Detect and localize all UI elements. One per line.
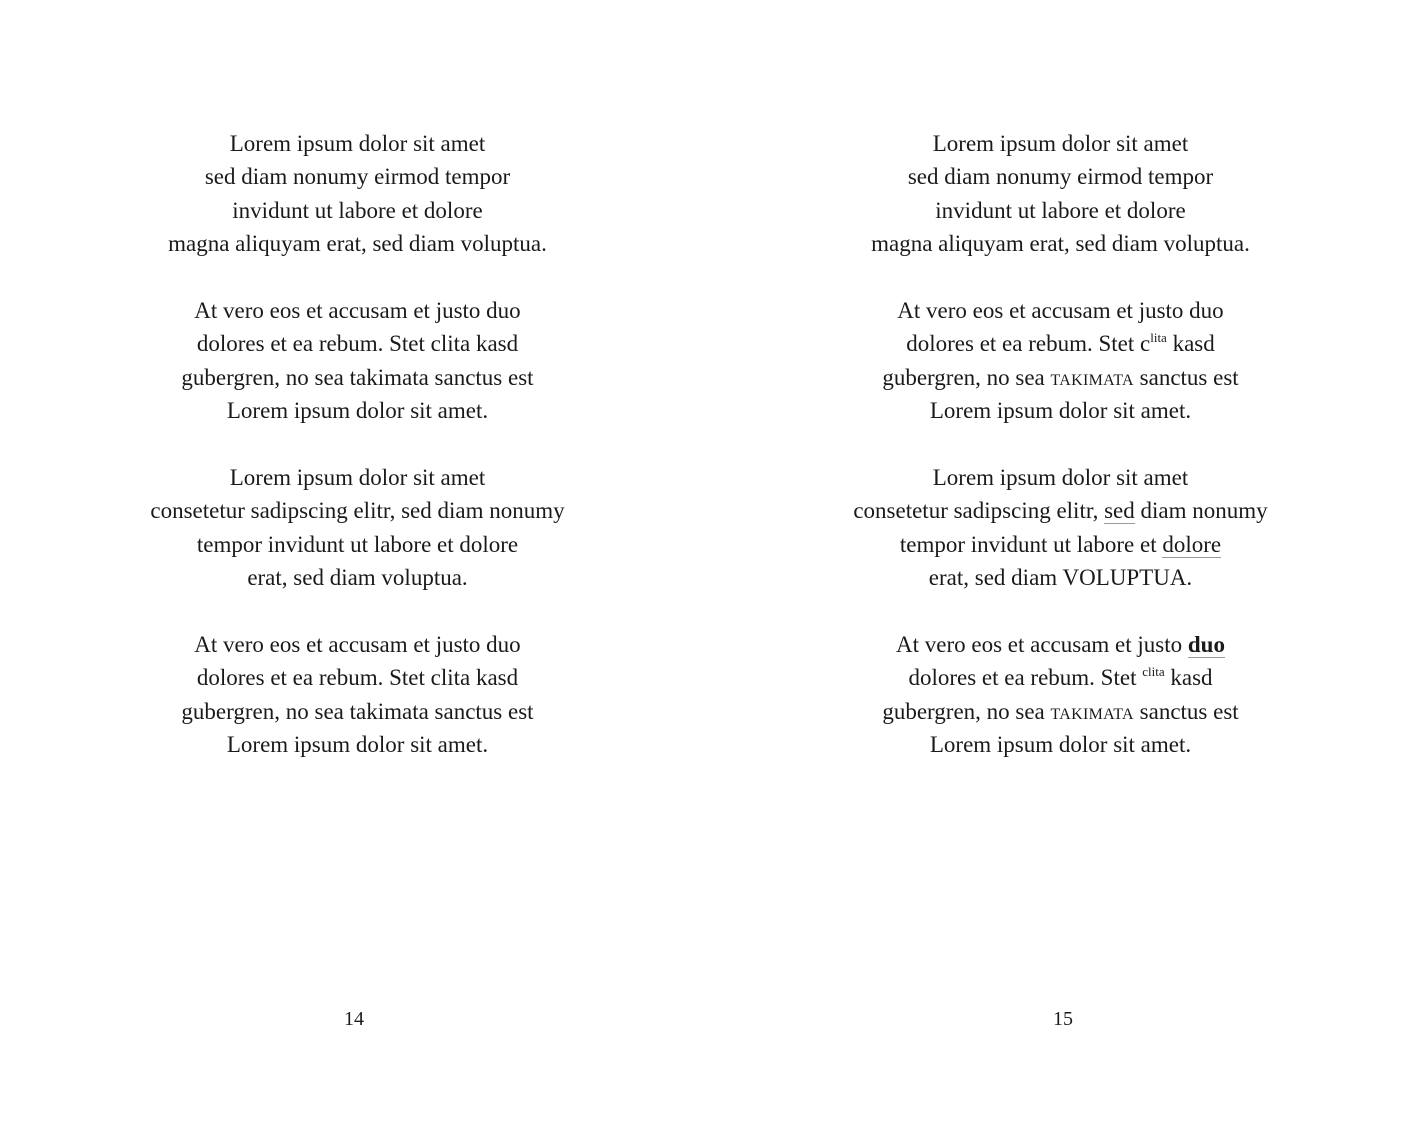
- small-caps-text: takimata: [1050, 364, 1134, 390]
- stanza: [0, 294, 715, 428]
- text-line: At vero eos et accusam et justo duo: [194, 632, 521, 658]
- text-run: dolores et ea rebum. Stet: [908, 665, 1143, 691]
- text-line: Lorem ipsum dolor sit amet.: [226, 732, 489, 758]
- text-run: dolores et ea rebum. Stet c: [906, 331, 1151, 357]
- text-line: [708, 695, 1413, 728]
- text-line: Lorem ipsum dolor sit amet: [229, 131, 486, 156]
- text-line: At vero eos et accusam et justo duo: [194, 298, 521, 324]
- text-line: erat, sed diam VOLUPTUA.: [928, 565, 1193, 591]
- text-line: gubergren, no sea takimata sanctus est: [181, 364, 534, 390]
- text-run: kasd: [1166, 331, 1215, 357]
- text-run: diam nonumy: [1134, 498, 1268, 524]
- bold-underlined-text: duo: [1187, 632, 1225, 658]
- text-line: Lorem ipsum dolor sit amet.: [929, 398, 1192, 424]
- text-run: At vero eos et accusam et justo: [896, 632, 1188, 658]
- right-page: [708, 0, 1416, 1122]
- text-run: gubergren, no sea: [882, 698, 1051, 724]
- superscript-text: clita: [1142, 664, 1165, 680]
- text-line: invidunt ut labore et dolore: [935, 197, 1186, 223]
- text-line: invidunt ut labore et dolore: [232, 197, 483, 223]
- text-line: gubergren, no sea takimata sanctus est: [181, 698, 534, 724]
- text-line: [708, 361, 1413, 394]
- text-line: At vero eos et accusam et justo duo: [897, 298, 1224, 324]
- stanza: [708, 628, 1413, 762]
- text-run: kasd: [1164, 665, 1213, 691]
- text-line: sed diam nonumy eirmod tempor: [907, 164, 1214, 190]
- text-line: erat, sed diam voluptua.: [247, 565, 468, 591]
- right-page-text: [708, 127, 1413, 795]
- stanza: [0, 628, 715, 762]
- superscript-text: lita: [1150, 330, 1167, 346]
- stanza: [708, 461, 1413, 595]
- text-line: Lorem ipsum dolor sit amet: [932, 131, 1189, 156]
- text-line: Lorem ipsum dolor sit amet: [932, 465, 1189, 491]
- text-line: Lorem ipsum dolor sit amet: [229, 465, 486, 491]
- stanza: [0, 461, 715, 595]
- text-line: magna aliquyam erat, sed diam voluptua.: [168, 231, 547, 257]
- text-line: Lorem ipsum dolor sit amet.: [226, 398, 489, 424]
- text-line: sed diam nonumy eirmod tempor: [204, 164, 511, 190]
- text-line: dolores et ea rebum. Stet clita kasd: [196, 331, 519, 357]
- text-run: consetetur sadipscing elitr,: [853, 498, 1105, 524]
- small-caps-text: takimata: [1050, 698, 1134, 724]
- text-line: [708, 628, 1413, 661]
- page-number: 14: [344, 1008, 364, 1030]
- stanza: [708, 294, 1413, 428]
- underlined-text: sed: [1104, 498, 1135, 524]
- text-line: [708, 494, 1413, 527]
- stanza: [708, 127, 1413, 261]
- text-run: tempor invidunt ut labore et: [899, 531, 1163, 557]
- underlined-text: dolore: [1162, 531, 1222, 557]
- text-run: sanctus est: [1133, 364, 1239, 390]
- text-line: dolores et ea rebum. Stet clita kasd: [196, 665, 519, 691]
- text-run: gubergren, no sea: [882, 364, 1051, 390]
- text-run: sanctus est: [1133, 698, 1239, 724]
- left-page: [0, 0, 708, 1122]
- text-line: Lorem ipsum dolor sit amet.: [929, 732, 1192, 758]
- text-line: tempor invidunt ut labore et dolore: [196, 531, 519, 557]
- left-page-text: [0, 127, 715, 795]
- page-number: 15: [1053, 1008, 1073, 1030]
- text-line: [708, 528, 1413, 561]
- text-line: [708, 661, 1413, 694]
- text-line: [708, 327, 1413, 360]
- stanza: [0, 127, 715, 261]
- text-line: consetetur sadipscing elitr, sed diam nonumy: [150, 498, 565, 524]
- text-line: magna aliquyam erat, sed diam voluptua.: [871, 231, 1250, 257]
